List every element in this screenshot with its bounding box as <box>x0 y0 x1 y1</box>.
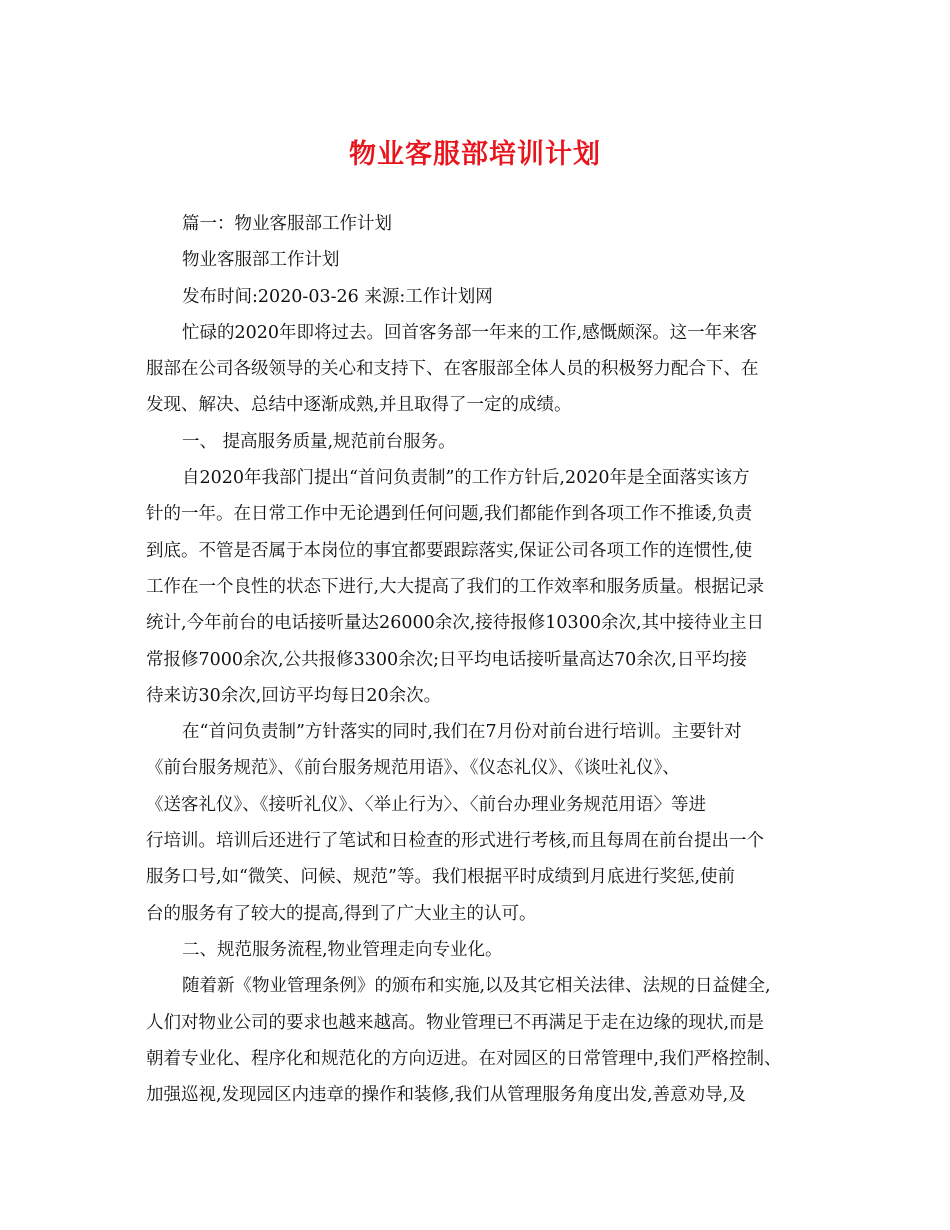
text-line: 忙碌的2020年即将过去。回首客务部一年来的工作,感慨颇深。这一年来客 <box>182 322 758 343</box>
text-line: 《前台服务规范》、《前台服务规范用语》、《仪态礼仪》、《谈吐礼仪》、 <box>146 758 680 779</box>
text-line: 台的服务有了较大的提高,得到了广大业主的认可。 <box>146 903 537 924</box>
text-line: 加强巡视,发现园区内违章的操作和装修,我们从管理服务角度出发,善意劝导,及 <box>146 1085 746 1106</box>
text-line: 朝着专业化、程序化和规范化的方向迈进。在对园区的日常管理中,我们严格控制、 <box>146 1048 782 1069</box>
text-line: 发布时间:2020-03-26 来源:工作计划网 <box>182 286 493 307</box>
text-line: 服务口号,如“微笑、问候、规范”等。我们根据平时成绩到月底进行奖惩,使前 <box>146 867 736 888</box>
text-line: 一、 提高服务质量,规范前台服务。 <box>182 431 456 452</box>
text-line: 工作在一个良性的状态下进行,大大提高了我们的工作效率和服务质量。根据记录 <box>146 576 765 597</box>
text-line: 服部在公司各级领导的关心和支持下、在客服部全体人员的积极努力配合下、在 <box>146 359 759 380</box>
text-line: 自2020年我部门提出“首问负责制”的工作方针后,2020年是全面落实该方 <box>182 468 750 489</box>
text-line: 在“首问负责制”方针落实的同时,我们在7月份对前台进行培训。主要针对 <box>182 722 742 743</box>
text-line: 行培训。培训后还进行了笔试和日检查的形式进行考核,而且每周在前台提出一个 <box>146 831 765 852</box>
text-line: 到底。不管是否属于本岗位的事宜都要跟踪落实,保证公司各项工作的连惯性,使 <box>146 540 753 561</box>
text-line: 针的一年。在日常工作中无论遇到任何问题,我们都能作到各项工作不推诿,负责 <box>146 504 753 525</box>
text-line: 《送客礼仪》、《接听礼仪》、〈举止行为〉、〈前台办理业务规范用语〉等进 <box>146 794 706 815</box>
text-line: 统计,今年前台的电话接听量达26000余次,接待报修10300余次,其中接待业主日 <box>146 613 765 634</box>
text-line: 人们对物业公司的要求也越来越高。物业管理已不再满足于走在边缘的现状,而是 <box>146 1012 765 1033</box>
document-title: 物业客服部培训计划 <box>349 139 601 170</box>
text-line: 发现、解决、总结中逐渐成熟,并且取得了一定的成绩。 <box>146 395 572 416</box>
text-line: 常报修7000余次,公共报修3300余次;日平均电话接听量高达70余次,日平均接 <box>146 649 747 670</box>
document-body <box>146 206 822 1113</box>
text-line: 二、规范服务流程,物业管理走向专业化。 <box>182 939 503 960</box>
text-line: 物业客服部工作计划 <box>182 250 340 271</box>
text-line: 待来访30余次,回访平均每日20余次。 <box>146 685 442 706</box>
text-line: 随着新《物业管理条例》的颁布和实施,以及其它相关法律、法规的日益健全, <box>182 976 771 997</box>
text-line: 篇一：物业客服部工作计划 <box>182 214 392 234</box>
